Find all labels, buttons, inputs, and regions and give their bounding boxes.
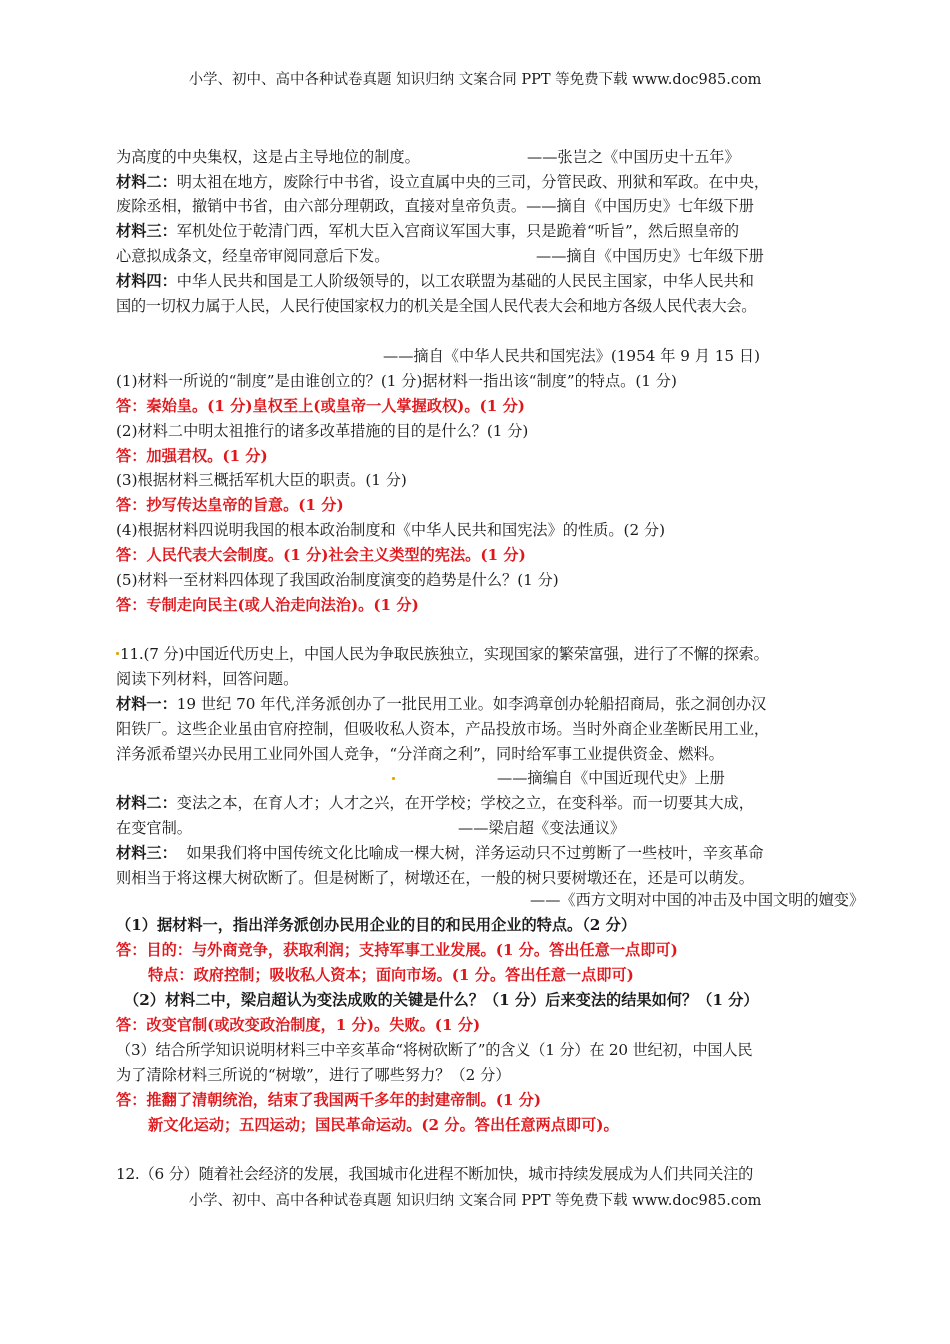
- material-label: 材料三：: [116, 222, 177, 240]
- q10-material4-source: ——摘自《中华人民共和国宪法》(1954 年 9 月 15 日): [383, 347, 761, 365]
- page-header: 小学、初中、高中各种试卷真题 知识归纳 文案合同 PPT 等免费下载 www.doc985.com: [188, 72, 762, 88]
- q10-answer1: 答：秦始皇。(1 分)皇权至上(或皇帝一人掌握政权)。(1 分): [116, 397, 525, 415]
- q11-material1-line3: 洋务派希望兴办民用工业同外国人竞争，“分洋商之利”，同时给军事工业提供资金、燃料。: [116, 745, 724, 763]
- q11-answer3-line2: 新文化运动；五四运动；国民革命运动。(2 分。答出任意两点即可)。: [148, 1116, 619, 1134]
- q11-answer2: 答：改变官制(或改变政治制度，1 分)。失败。(1 分): [116, 1016, 481, 1034]
- q11-material2-line2: 在变官制。: [116, 819, 192, 837]
- q11-answer1-line2: 特点：政府控制；吸收私人资本；面向市场。(1 分。答出任意一点即可): [148, 966, 634, 984]
- decorative-dot: [116, 652, 119, 655]
- decorative-dot: [392, 777, 395, 780]
- q10-question5: (5)材料一至材料四体现了我国政治制度演变的趋势是什么？(1 分): [116, 571, 559, 589]
- material-label: 材料二：: [116, 173, 177, 191]
- q11-material2-line1: [116, 793, 754, 813]
- q11-answer3-line1: 答：推翻了清朝统治，结束了我国两千多年的封建帝制。(1 分): [116, 1091, 542, 1109]
- q10-material1-tail: 为高度的中央集权，这是占主导地位的制度。: [116, 148, 420, 166]
- q10-question1: (1)材料一所说的“制度”是由谁创立的？(1 分)据材料一指出该“制度”的特点。(1 分): [116, 372, 677, 390]
- page-footer: 小学、初中、高中各种试卷真题 知识归纳 文案合同 PPT 等免费下载 www.doc985.com: [188, 1193, 762, 1209]
- q11-material3-source: ——《西方文明对中国的冲击及中国文明的嬗变》: [530, 891, 865, 909]
- q11-question3-line2: 为了清除材料三所说的“树墩”，进行了哪些努力？（2 分）: [116, 1066, 511, 1084]
- material-text: 19 世纪 70 年代,洋务派创办了一批民用工业。如李鸿章创办轮船招商局，张之洞创办汉: [176, 695, 767, 713]
- material-label: 材料四：: [116, 272, 177, 290]
- q10-answer2: 答：加强君权。(1 分): [116, 447, 268, 465]
- q11-question2: （2）材料二中，梁启超认为变法成败的关键是什么？（1 分）后来变法的结果如何？（1 分）: [124, 991, 759, 1009]
- material-label: 材料一：: [116, 695, 177, 713]
- q10-material4-line2: 国的一切权力属于人民，人民行使国家权力的机关是全国人民代表大会和地方各级人民代表大会。: [116, 297, 757, 315]
- material-text: 中华人民共和国是工人阶级领导的，以工农联盟为基础的人民民主国家，中华人民共和: [176, 272, 754, 290]
- q10-material4-line1: [116, 271, 754, 291]
- q10-answer4: 答：人民代表大会制度。(1 分)社会主义类型的宪法。(1 分): [116, 546, 526, 564]
- material-text: 变法之本，在育人才；人才之兴，在开学校；学校之立，在变科举。而一切要其大成，: [176, 794, 754, 812]
- material-text: 军机处位于乾清门西，军机大臣入宫商议军国大事，只是跪着“听旨”，然后照皇帝的: [176, 222, 740, 240]
- q10-answer3: 答：抄写传达皇帝的旨意。(1 分): [116, 496, 344, 514]
- q10-material1-source: ——张岂之《中国历史十五年》: [527, 148, 740, 166]
- q10-material3-line2: 心意拟成条文，经皇帝审阅同意后下发。: [116, 247, 390, 265]
- q10-material3-line1: [116, 221, 739, 241]
- q11-intro-line2: 阅读下列材料，回答问题。: [116, 670, 299, 688]
- q10-answer5: 答：专制走向民主(或人治走向法治)。(1 分): [116, 596, 419, 614]
- q11-material1-line2: 阳铁厂。这些企业虽由官府控制，但吸收私人资本，产品投放市场。当时外商企业垄断民用工业，: [116, 720, 770, 738]
- q11-material3-line2: 则相当于将这棵大树砍断了。但是树断了，树墩还在，一般的树只要树墩还在，还是可以萌发。: [116, 869, 754, 887]
- q10-question4: (4)根据材料四说明我国的根本政治制度和《中华人民共和国宪法》的性质。(2 分): [116, 521, 666, 539]
- q11-question1: （1）据材料一，指出洋务派创办民用企业的目的和民用企业的特点。（2 分）: [116, 916, 637, 934]
- q10-question3: (3)根据材料三概括军机大臣的职责。(1 分): [116, 471, 407, 489]
- q11-material1-source: ——摘编自《中国近现代史》上册: [497, 769, 725, 787]
- q11-answer1-line1: 答：目的：与外商竞争，获取利润；支持军事工业发展。(1 分。答出任意一点即可): [116, 941, 678, 959]
- q12-intro-line1: 12.（6 分）随着社会经济的发展，我国城市化进程不断加快，城市持续发展成为人们共同关注的: [116, 1165, 754, 1183]
- q11-question3-line1: （3）结合所学知识说明材料三中辛亥革命“将树砍断了”的含义（1 分）在 20 世纪初，中国人民: [116, 1041, 753, 1059]
- q10-material3-source: ——摘自《中国历史》七年级下册: [536, 247, 764, 265]
- q10-question2: (2)材料二中明太祖推行的诸多改革措施的目的是什么？(1 分): [116, 422, 529, 440]
- q10-material2-line1: [116, 172, 769, 192]
- material-label: 材料三：: [116, 844, 177, 862]
- q11-material1-line1: [116, 694, 766, 714]
- q11-material2-source: ——梁启超《变法通议》: [458, 819, 626, 837]
- material-text: 明太祖在地方，废除行中书省，设立直属中央的三司，分管民政、刑狱和军政。在中央，: [176, 173, 770, 191]
- q10-material2-line2: 废除丞相，撤销中书省，由六部分理朝政，直接对皇帝负责。——摘自《中国历史》七年级下册: [116, 197, 754, 215]
- material-text: 如果我们将中国传统文化比喻成一棵大树，洋务运动只不过剪断了一些枝叶，辛亥革命: [176, 844, 764, 862]
- q11-intro-line1: 11.(7 分)中国近代历史上，中国人民为争取民族独立，实现国家的繁荣富强，进行了不懈的探索。: [120, 645, 769, 663]
- material-label: 材料二：: [116, 794, 177, 812]
- q11-material3-line1: [116, 843, 764, 863]
